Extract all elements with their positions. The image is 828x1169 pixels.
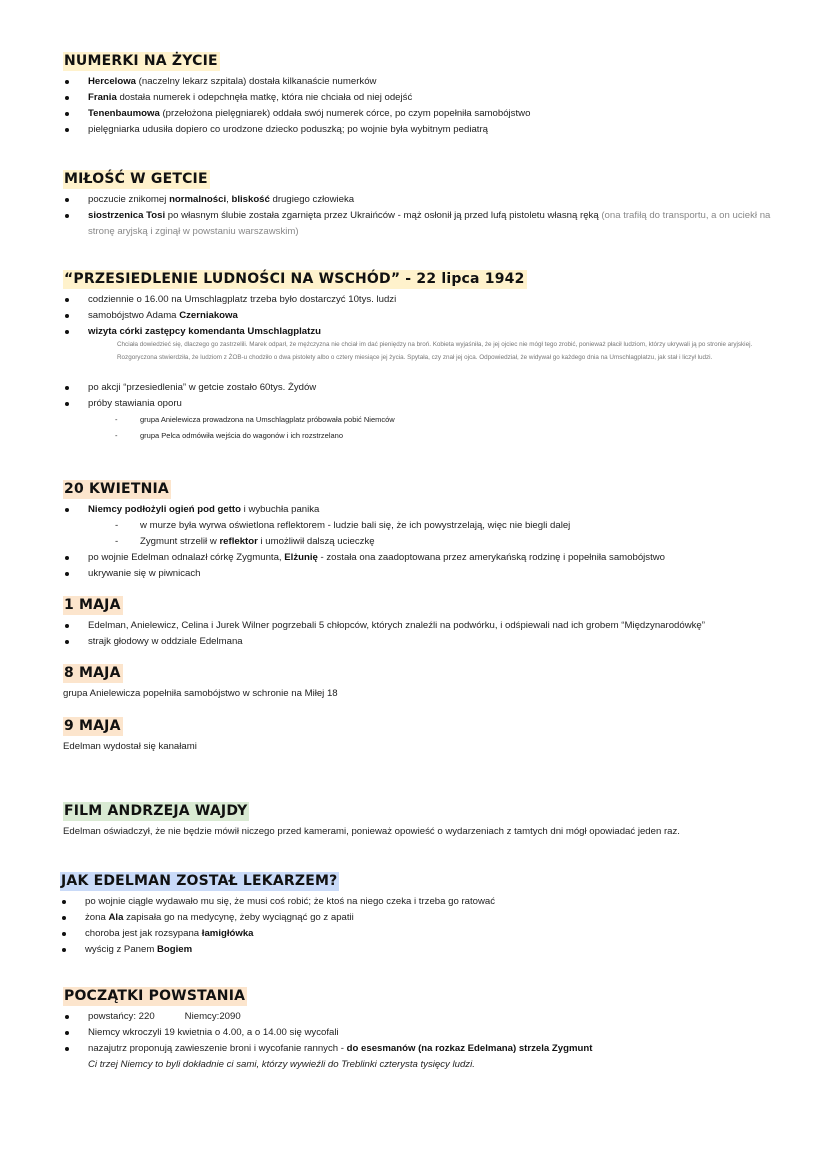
list-item (63, 380, 788, 396)
text-run: i umożliwił dalszą ucieczkę (257, 536, 375, 547)
list-item (63, 1025, 788, 1041)
text-run: pielęgniarka udusiła dopiero co urodzone dziecko poduszką; po wojnie była wybitnym pediatrą (88, 124, 488, 135)
section-heading: MIŁOŚĆ W GETCIE (64, 171, 208, 187)
text-run: (naczelny lekarz szpitala) dostała kilkanaście numerków (136, 76, 377, 87)
text-run: nazajutrz proponują zawieszenie broni i wycofanie rannych - (88, 1043, 347, 1054)
bold-text: Czerniakowa (179, 310, 238, 321)
bold-text: siostrzenica Tosi (88, 210, 166, 221)
bold-text: do esesmanów (na rozkaz Edelmana) strzela Zygmunt (346, 1043, 593, 1054)
text-run: po własnym ślubie została zgarnięta przez Ukraińców - mąż osłonił ją przed lufą pistoletu własną ręką (165, 210, 602, 221)
bold-text: Tenenbaumowa (88, 108, 160, 119)
list-item (63, 74, 788, 90)
list-item (60, 910, 788, 926)
text-paragraph (63, 824, 788, 840)
section-heading: 20 KWIETNIA (64, 481, 169, 497)
section-heading: 9 MAJA (64, 718, 121, 734)
text-paragraph (63, 686, 788, 702)
list-item (63, 106, 788, 122)
text-run: Niemcy:2090 (184, 1011, 241, 1022)
text-run: , (226, 194, 232, 205)
bold-text: Niemcy podłożyli ogień pod getto (88, 504, 241, 515)
section (63, 270, 788, 444)
text-run: Zygmunt strzelił w (140, 536, 220, 547)
bold-text: łamigłówka (201, 928, 254, 939)
text-run: grupa Pelca odmówiła wejścia do wagonów i ich rozstrzelano (140, 431, 344, 440)
section-heading: 8 MAJA (64, 665, 121, 681)
section-heading: “PRZESIEDLENIE LUDNOŚCI NA WSCHÓD” - 22 lipca 1942 (64, 271, 525, 287)
text-run: Edelman wydostał się kanałami (63, 741, 197, 752)
text-run: choroba jest jak rozsypana (85, 928, 202, 939)
text-run: Edelman oświadczył, że nie będzie mówił niczego przed kamerami, ponieważ opowieść o wydarzeniach z tamtych dni mógł opowiadać jeden raz. (63, 826, 680, 837)
list-item (63, 618, 788, 634)
text-run: po wojnie ciągle wydawało mu się, że musi coś robić; że ktoś na niego czeka i trzeba go ratować (85, 896, 496, 907)
text-run: grupa Anielewicza popełniła samobójstwo w schronie na Miłej 18 (63, 688, 338, 699)
list-item (63, 192, 788, 208)
section-heading: 1 MAJA (64, 597, 121, 613)
list-item (60, 942, 788, 958)
section-heading: FILM ANDRZEJA WAJDY (64, 803, 248, 819)
text-run: po wojnie Edelman odnalazł córkę Zygmunta, (88, 552, 285, 563)
section (60, 872, 788, 958)
text-run: samobójstwo Adama (88, 310, 180, 321)
text-run: Chciała dowiedzieć się, dlaczego go zastrzelili. Marek odparł, że mężczyzna nie chciał im dać pieniędzy na broń. Kobieta wyjaśniła, że jej ojciec nie mógł tego zrobić, ponieważ płacił ludziom, którzy ukrywali ją po stronie aryjskiej. Rozgoryczona stwierdziła, że ludziom z ŻOB-u chodziło o dwa pistolety albo o cztery miesiące jej życia. Spytała, czy znał jej ojca. Odpowiedział, że widywał go każdego dnia na Umschlagplatzu, jak stał i liczył ludzi. (117, 341, 753, 361)
text-run: Edelman, Anielewicz, Celina i Jurek Wilner pogrzebali 5 chłopców, których znaleźli na podwórku, i odśpiewali nad ich grobem “Międzynarodówkę” (88, 620, 705, 631)
text-run: dostała numerek i odepchnęła matkę, która nie chciała od niej odejść (116, 92, 413, 103)
bold-text: wizyta córki zastępcy komendanta Umschlagplatzu (88, 326, 321, 337)
text-run: Niemcy wkroczyli 19 kwietnia o 4.00, a o 14.00 się wycofali (88, 1027, 339, 1038)
list-item (63, 308, 788, 324)
section-heading: POCZĄTKI POWSTANIA (64, 988, 246, 1004)
sub-list-item (63, 518, 788, 534)
bold-text: Elżunię (284, 552, 318, 563)
bold-text: bliskość (231, 194, 270, 205)
text-run: (przełożona pielęgniarek) oddała swój numerek córce, po czym popełniła samobójstwo (159, 108, 531, 119)
bold-text: Frania (88, 92, 117, 103)
section (63, 170, 788, 240)
list-item (63, 1009, 788, 1025)
quote-paragraph (63, 339, 788, 364)
sub-list-item (63, 412, 788, 428)
list-item (63, 396, 788, 412)
text-run: strajk głodowy w oddziale Edelmana (88, 636, 243, 647)
list-item (63, 1041, 788, 1057)
text-run: ukrywanie się w piwnicach (88, 568, 201, 579)
section (63, 987, 788, 1073)
text-run: zapisała go na medycynę, żeby wyciągnąć go z apatii (123, 912, 354, 923)
sub-list-item (63, 428, 788, 444)
text-run: poczucie znikomej (88, 194, 170, 205)
section (63, 480, 788, 582)
text-run: - została ona zaadoptowana przez amerykańską rodzinę i popełniła samobójstwo (317, 552, 666, 563)
list-item (60, 894, 788, 910)
list-item (63, 566, 788, 582)
list-item (63, 90, 788, 106)
text-run: (ona trafiłą do transportu, a on uciekł na stronę aryjską i zginął w powstaniu warszawskim) (88, 210, 771, 237)
sub-list-item (63, 534, 788, 550)
section-heading: NUMERKI NA ŻYCIE (64, 53, 218, 69)
text-run: powstańcy: 220 (88, 1011, 155, 1022)
list-item (63, 208, 788, 240)
section (63, 596, 788, 650)
list-item (60, 926, 788, 942)
text-paragraph (63, 1057, 788, 1073)
bold-text: normalności (169, 194, 227, 205)
text-run: w murze była wyrwa oświetlona reflektorem - ludzie bali się, że ich powystrzelają, więc nie biegli dalej (140, 520, 571, 531)
bold-text: Bogiem (156, 944, 193, 955)
text-paragraph (63, 739, 788, 755)
text-run: Ci trzej Niemcy to byli dokładnie ci sami, którzy wywieźli do Treblinki czterysta tysięcy ludzi. (88, 1059, 475, 1070)
list-item (63, 502, 788, 518)
text-run: codziennie o 16.00 na Umschlagplatz trzeba było dostarczyć 10tys. ludzi (88, 294, 397, 305)
section (63, 717, 788, 755)
section (63, 664, 788, 702)
bold-text: Ala (108, 912, 124, 923)
list-item (63, 634, 788, 650)
bold-text: reflektor (219, 536, 258, 547)
text-run: i wybuchła panika (240, 504, 320, 515)
list-item (63, 122, 788, 138)
text-run: drugiego człowieka (269, 194, 355, 205)
section-heading: JAK EDELMAN ZOSTAŁ LEKARZEM? (61, 873, 338, 889)
text-run: próby stawiania oporu (88, 398, 182, 409)
section (63, 802, 788, 840)
section (63, 52, 788, 138)
text-run: po akcji “przesiedlenia” w getcie zostało 60tys. Żydów (88, 382, 317, 393)
text-run: żona (85, 912, 109, 923)
bold-text: Hercelowa (88, 76, 136, 87)
text-run: wyścig z Panem (85, 944, 157, 955)
text-run: grupa Anielewicza prowadzona na Umschlagplatz próbowała pobić Niemców (140, 415, 395, 424)
list-item (63, 292, 788, 308)
list-item (63, 324, 788, 340)
list-item (63, 550, 788, 566)
